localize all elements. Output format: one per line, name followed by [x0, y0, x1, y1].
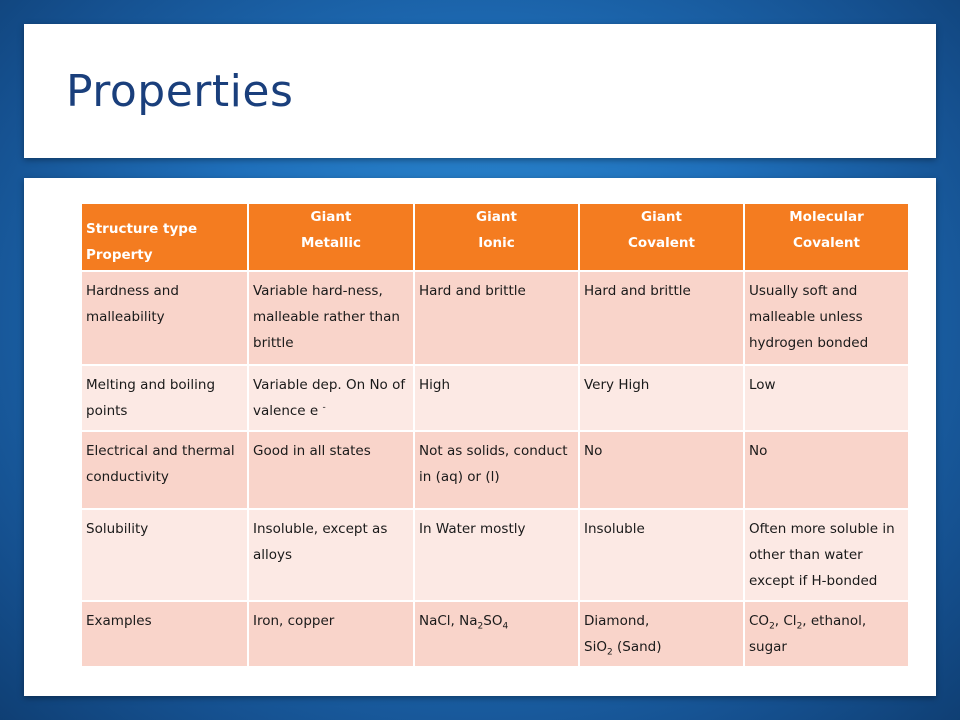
cell-covalent-sub: 2: [606, 647, 613, 658]
table-row-hardness: [82, 271, 909, 365]
cell-covalent: No: [579, 431, 744, 509]
cell-molecular-text-a: CO: [749, 613, 770, 629]
cell-covalent: Very High: [579, 365, 744, 431]
header-structure-type: [82, 204, 248, 271]
cell-covalent-line1: Diamond,: [584, 613, 650, 629]
cell-ionic: Hard and brittle: [414, 271, 579, 365]
cell-molecular: Low: [744, 365, 909, 431]
header-giant-covalent-line1: Giant: [641, 209, 682, 225]
header-molecular-covalent-line2: Covalent: [793, 235, 860, 251]
cell-molecular-text-b: , Cl: [774, 613, 797, 629]
cell-metallic-text: Variable dep. On No of valence e: [253, 377, 406, 419]
cell-ionic: In Water mostly: [414, 509, 579, 601]
cell-covalent-text-a: SiO: [584, 639, 607, 655]
cell-property: Solubility: [82, 509, 248, 601]
table-row-melting: [82, 365, 909, 431]
header-structure-type-label: Structure type: [86, 221, 198, 237]
cell-property: Melting and boiling points: [82, 365, 248, 431]
header-giant-covalent-line2: Covalent: [628, 235, 695, 251]
cell-ionic-text-a: NaCl, Na: [419, 613, 478, 629]
properties-table: [82, 204, 910, 668]
header-giant-ionic: [414, 204, 579, 271]
cell-molecular: No: [744, 431, 909, 509]
cell-molecular-text-c: , ethanol, sugar: [749, 613, 867, 655]
cell-metallic-superscript: -: [322, 402, 326, 413]
cell-molecular: Usually soft and malleable unless hydrogen bonded: [744, 271, 909, 365]
cell-covalent: [579, 601, 744, 667]
table-header-row: [82, 204, 909, 271]
cell-property: Electrical and thermal conductivity: [82, 431, 248, 509]
cell-molecular: [744, 601, 909, 667]
cell-molecular-sub2: 2: [796, 621, 803, 632]
header-molecular-covalent: [744, 204, 909, 271]
slide-title: Properties: [66, 66, 294, 117]
cell-molecular: Often more soluble in other than water except if H-bonded: [744, 509, 909, 601]
cell-ionic-text-b: SO: [483, 613, 503, 629]
cell-property: Hardness and malleability: [82, 271, 248, 365]
cell-ionic-sub1: 2: [477, 621, 484, 632]
table-row-solubility: [82, 509, 909, 601]
cell-ionic: [414, 601, 579, 667]
cell-ionic: Not as solids, conduct in (aq) or (l): [414, 431, 579, 509]
cell-ionic-sub2: 4: [502, 621, 509, 632]
header-giant-ionic-line2: Ionic: [478, 235, 515, 251]
table-row-conductivity: [82, 431, 909, 509]
cell-molecular-sub1: 2: [769, 621, 775, 632]
header-molecular-covalent-line1: Molecular: [789, 209, 864, 225]
header-giant-metallic-line2: Metallic: [300, 235, 362, 251]
header-giant-covalent: [579, 204, 744, 271]
cell-metallic: Good in all states: [248, 431, 414, 509]
cell-metallic: Variable hard-ness, malleable rather than brittle: [248, 271, 414, 365]
cell-metallic: [248, 365, 414, 431]
table-row-examples: [82, 601, 909, 667]
cell-covalent: Hard and brittle: [579, 271, 744, 365]
cell-ionic: High: [414, 365, 579, 431]
cell-property: Examples: [82, 601, 248, 667]
header-giant-metallic: [248, 204, 414, 271]
cell-metallic: Iron, copper: [248, 601, 414, 667]
cell-covalent: Insoluble: [579, 509, 744, 601]
cell-metallic: Insoluble, except as alloys: [248, 509, 414, 601]
header-giant-metallic-line1: Giant: [310, 209, 352, 225]
header-giant-ionic-line1: Giant: [476, 209, 517, 225]
header-property-label: Property: [86, 247, 153, 263]
cell-covalent-text-b: (Sand): [612, 639, 662, 655]
